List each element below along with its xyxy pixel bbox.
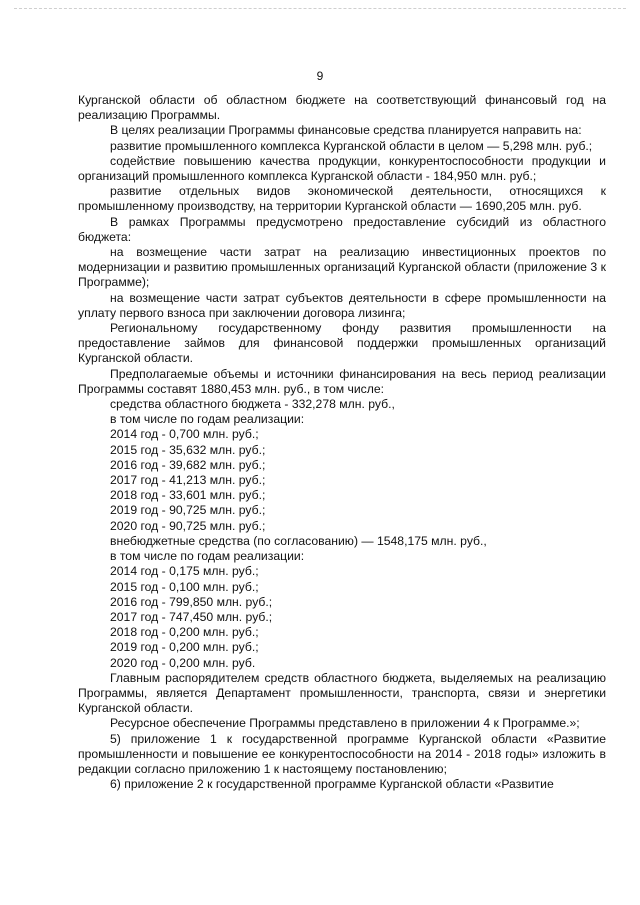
regional-year-line: 2019 год - 90,725 млн. руб.; [110,503,266,518]
regional-years-header: в том числе по годам реализации: [110,412,305,427]
extra-year-line: 2017 год - 747,450 млн. руб.; [110,609,273,624]
regional-year-line: 2020 год - 90,725 млн. руб.; [110,518,266,533]
extra-year-line: 2014 год - 0,175 млн. руб.; [110,564,259,579]
extra-budget-total: внебюджетные средства (по согласованию) — 1548,175 млн. руб., [110,533,487,548]
regional-year-line: 2015 год - 35,632 млн. руб.; [110,442,266,457]
paragraph: развитие промышленного комплекса Курганской области в целом — 5,298 млн. руб.; [110,138,593,153]
regional-year-line: 2016 год - 39,682 млн. руб.; [110,457,266,472]
paragraph: В рамках Программы предусмотрено предоставление субсидий из областного бюджета: [78,214,606,244]
paragraph: 5) приложение 1 к государственной программе Курганской области «Развитие промышленности и повышение ее конкурентоспособности на 2014 - 2018 годы» изложить в редакции согласно приложению 1 к настоящему постановлению; [78,731,606,776]
extra-year-line: 2020 год - 0,200 млн. руб. [110,655,256,670]
body-text [78,93,606,792]
regional-year-line: 2017 год - 41,213 млн. руб.; [110,473,266,488]
paragraph: Региональному государственному фонду развития промышленности на предоставление займов для финансовой поддержки промышленных организаций Курганской области. [78,321,606,366]
extra-year-line: 2016 год - 799,850 млн. руб.; [110,594,273,609]
paragraph: В целях реализации Программы финансовые средства планируется направить на: [110,123,582,138]
extra-year-line: 2015 год - 0,100 млн. руб.; [110,579,259,594]
extra-year-line: 2018 год - 0,200 млн. руб.; [110,625,259,640]
regional-budget-total: средства областного бюджета - 332,278 млн. руб., [110,397,395,412]
paragraph: на возмещение части затрат на реализацию инвестиционных проектов по модернизации и развитию промышленных организаций Курганской области (приложение 3 к Программе); [78,245,606,290]
paragraph: Предполагаемые объемы и источники финансирования на весь период реализации Программы составят 1880,453 млн. руб., в том числе: [78,366,606,396]
regional-year-line: 2018 год - 33,601 млн. руб.; [110,488,266,503]
page-number: 9 [316,69,324,83]
extra-years-header: в том числе по годам реализации: [110,549,305,564]
paragraph: Главным распорядителем средств областного бюджета, выделяемых на реализацию Программы, является Департамент промышленности, транспорта, связи и энергетики Курганской области. [78,670,606,716]
paragraph: Курганской области об областном бюджете на соответствующий финансовый год на реализацию Программы. [78,93,606,123]
paragraph: Ресурсное обеспечение Программы представлено в приложении 4 к Программе.»; [110,716,580,731]
scan-header-line [14,8,626,11]
paragraph: на возмещение части затрат субъектов деятельности в сфере промышленности на уплату первого взноса при заключении договора лизинга; [78,290,606,320]
regional-year-line: 2014 год - 0,700 млн. руб.; [110,427,259,442]
paragraph: содействие повышению качества продукции, конкурентоспособности продукции и организаций промышленного комплекса Курганской области - 184,950 млн. руб.; [78,153,606,184]
paragraph: 6) приложение 2 к государственной программе Курганской области «Развитие [110,777,554,792]
paragraph: развитие отдельных видов экономической деятельности, относящихся к промышленному производству, на территории Курганской области — 1690,205 млн. руб. [78,184,606,214]
extra-year-line: 2019 год - 0,200 млн. руб.; [110,640,259,655]
